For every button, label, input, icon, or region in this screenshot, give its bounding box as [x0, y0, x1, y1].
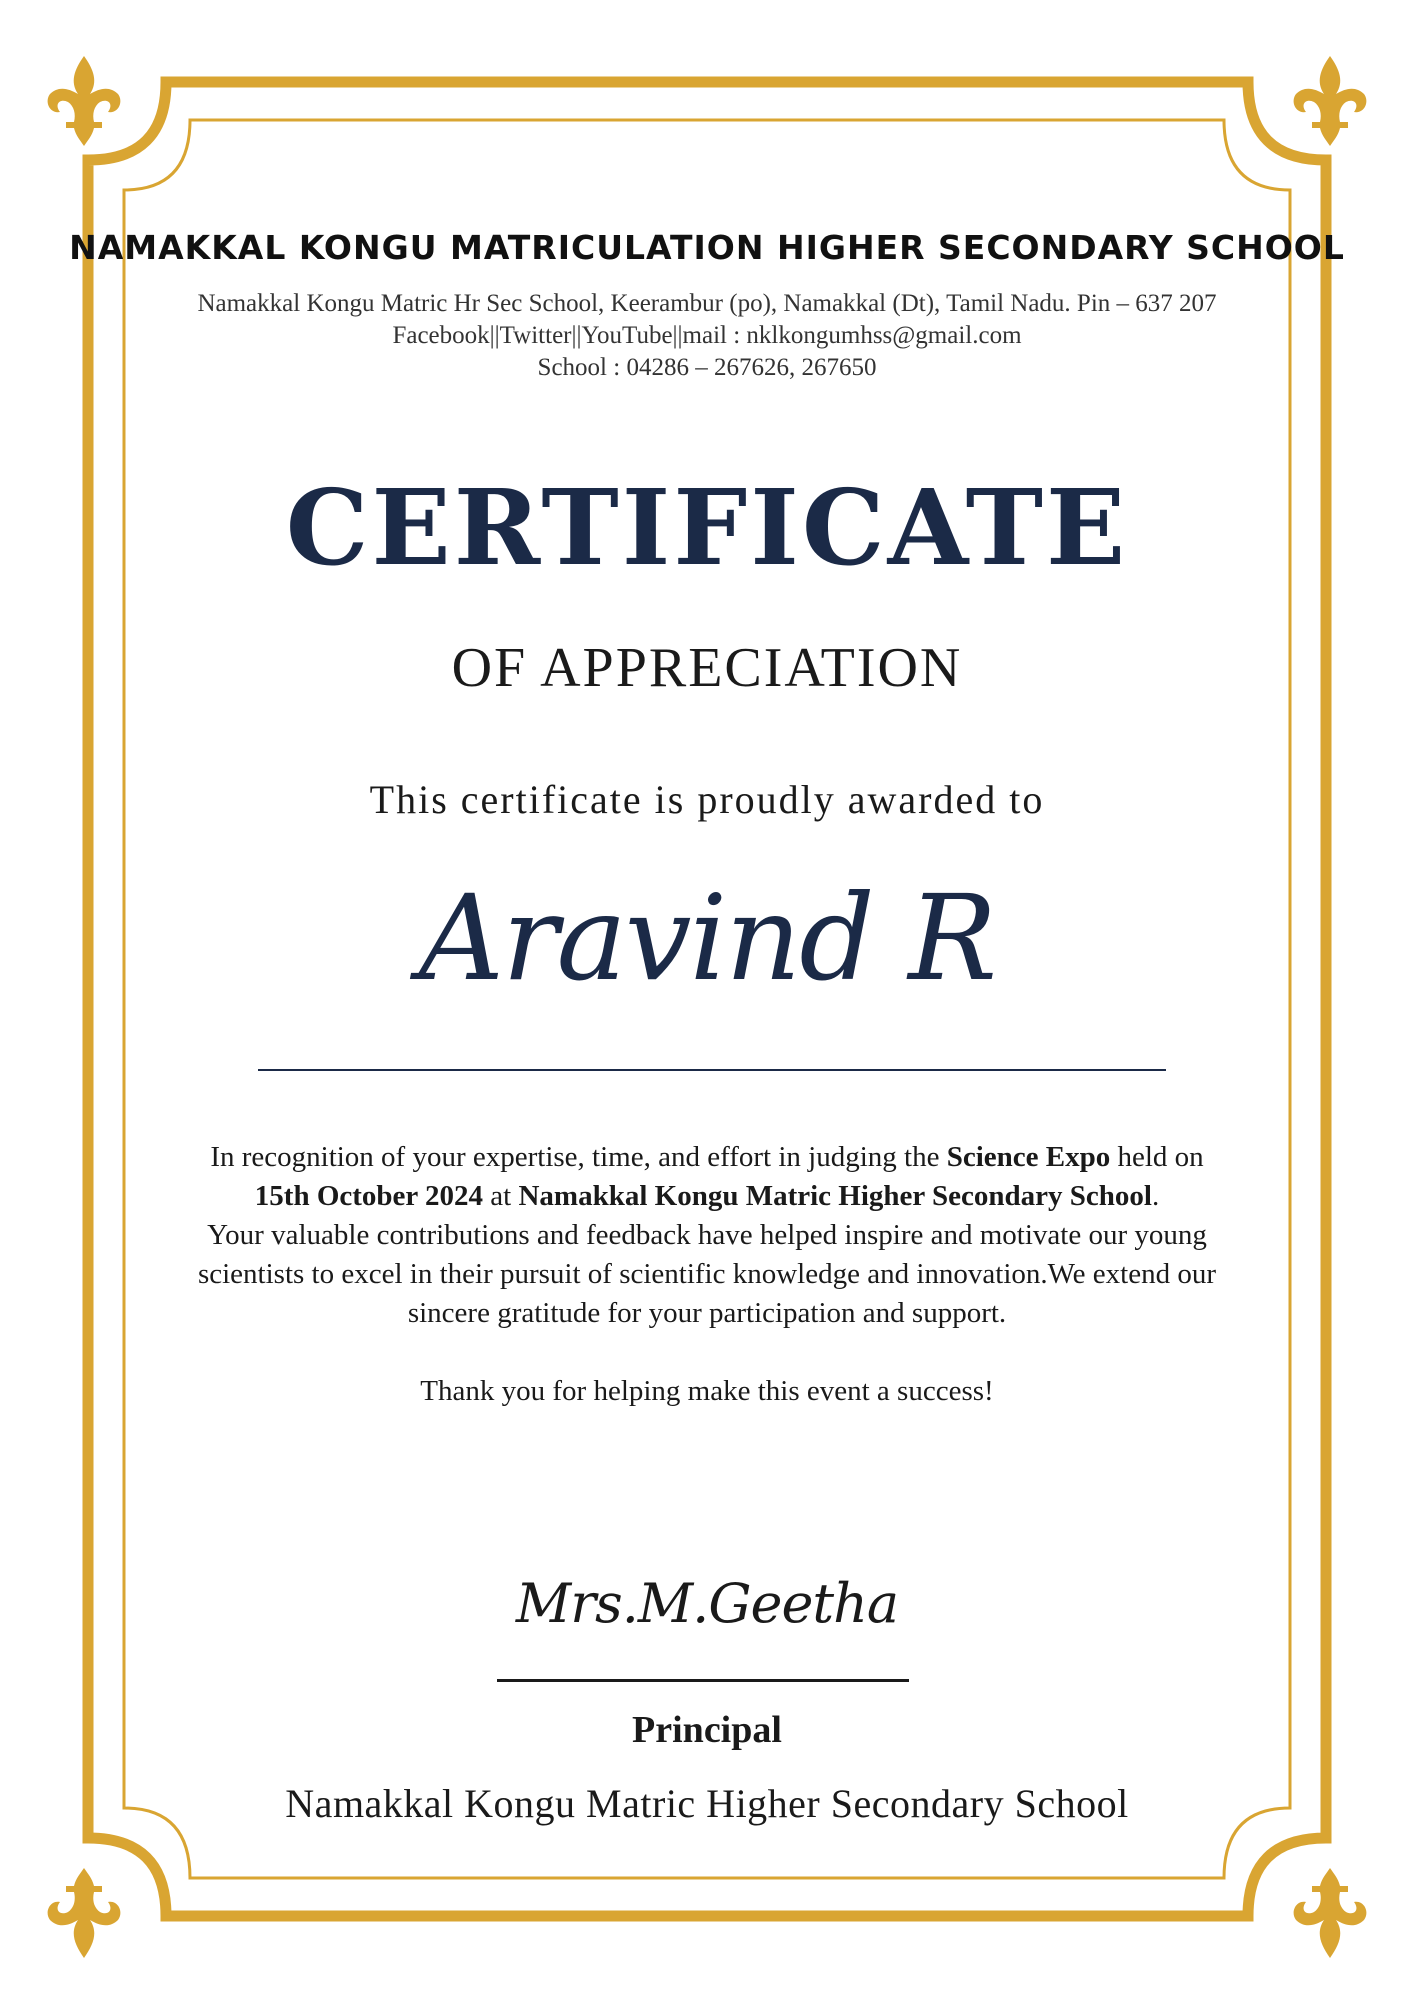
school-name: NAMAKKAL KONGU MATRICULATION HIGHER SECONDARY SCHOOL	[69, 228, 1345, 267]
certificate-subtitle: OF APPRECIATION	[451, 637, 963, 699]
fleur-de-lis-icon	[48, 56, 121, 146]
message-line-1: In recognition of your expertise, time, and effort in judging the Science Expo held on	[210, 1141, 1204, 1173]
message-line-2: 15th October 2024 at Namakkal Kongu Matric Higher Secondary School.	[254, 1180, 1160, 1212]
recipient-name: Aravind R	[418, 869, 996, 1007]
event-date: 15th October 2024	[254, 1180, 484, 1212]
signatory-title: Principal	[632, 1709, 782, 1751]
fleur-de-lis-icon	[1294, 1868, 1367, 1958]
fleur-de-lis-icon	[1294, 56, 1367, 146]
message-line-5: sincere gratitude for your participation and support.	[407, 1297, 1007, 1329]
signature-line	[497, 1679, 909, 1682]
event-venue: Namakkal Kongu Matric Higher Secondary School	[518, 1180, 1152, 1212]
fleur-de-lis-icon	[48, 1868, 121, 1958]
message-line-4: scientists to excel in their pursuit of scientific knowledge and innovation.We extend our	[197, 1258, 1217, 1290]
thank-you-line: Thank you for helping make this event a success!	[420, 1375, 994, 1407]
signatory-organization: Namakkal Kongu Matric Higher Secondary School	[285, 1781, 1129, 1826]
certificate-title: CERTIFICATE	[285, 466, 1129, 589]
appreciation-message	[0, 1138, 1414, 1333]
school-address: Namakkal Kongu Matric Hr Sec School, Keerambur (po), Namakkal (Dt), Tamil Nadu. Pin – 637 207	[197, 290, 1217, 317]
awarded-line: This certificate is proudly awarded to	[369, 777, 1045, 822]
school-contact-links: Facebook||Twitter||YouTube||mail : nklkongumhss@gmail.com	[392, 322, 1022, 349]
event-name: Science Expo	[946, 1141, 1111, 1173]
school-phone: School : 04286 – 267626, 267650	[537, 354, 877, 381]
message-line-3: Your valuable contributions and feedback have helped inspire and motivate our young	[207, 1219, 1207, 1251]
principal-signature: Mrs.M.Geetha	[515, 1572, 899, 1635]
recipient-underline	[258, 1069, 1166, 1071]
